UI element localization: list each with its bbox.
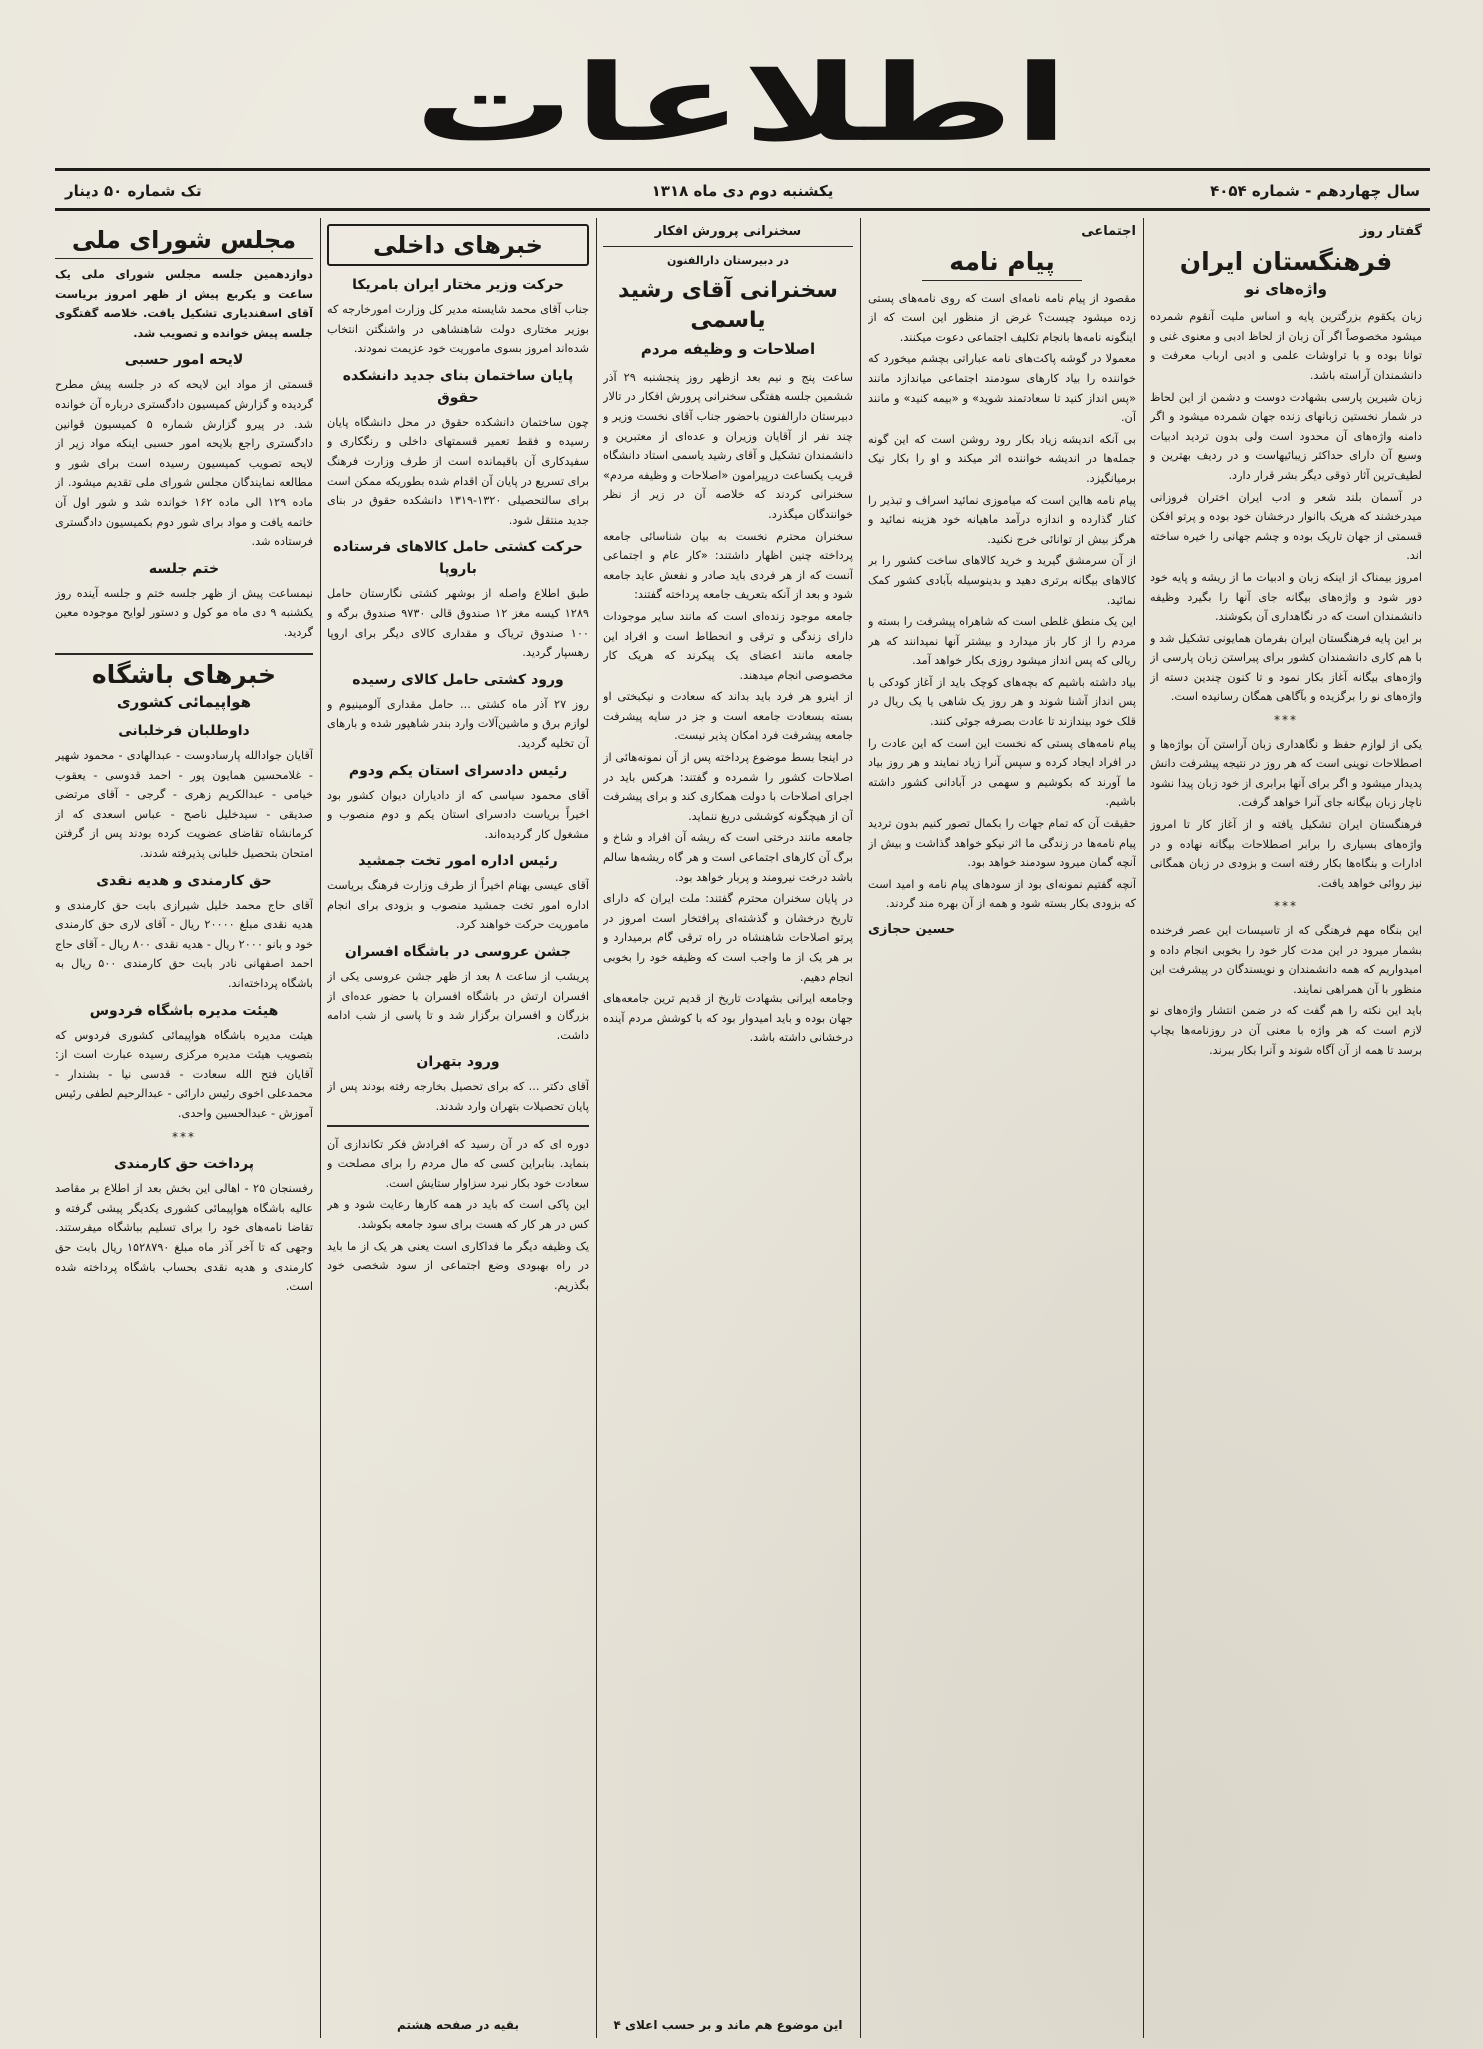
paragraph: در آسمان بلند شعر و ادب ایران اختران فروزانی میدرخشند که هریک باانوار درخشان خود بوده و پرتو افکن قسمتی از جهان تاریک بوده و چشم جهانی را خیره ساخته اند. bbox=[1150, 490, 1422, 563]
continuation-note: بقیه در صفحه هشتم bbox=[397, 2018, 519, 2032]
news-heading: ورود کشتی حامل کالای رسیده bbox=[352, 671, 564, 688]
paragraph: معمولا در گوشه پاکت‌های نامه عباراتی بچشم میخورد که خواننده را بیاد کارهای سودمند اجتماعی میاندازد مانند «پس انداز کنید تا سعادتمند شوید» و «بیمه کنید» و مانند آن. bbox=[868, 352, 1136, 425]
column-editorial bbox=[1150, 220, 1422, 2030]
section-title-box: خبرهای داخلی bbox=[327, 224, 589, 266]
column-divider bbox=[860, 218, 861, 2038]
headline-underline bbox=[922, 280, 1083, 281]
paragraph: حقیقت آن که تمام جهات را بکمال تصور کنیم بدون تردید پیام نامه‌ها در زندگی ما اثر نیکو خواهد گذاشت و بیش از آنچه گمان میرود سودمند خواهد بود. bbox=[868, 817, 1136, 870]
club-heading: پرداخت حق کارمندی bbox=[113, 1156, 255, 1173]
paragraph: در پایان سخنران محترم گفتند: ملت ایران که دارای تاریخ درخشان و گذشته‌ای پرافتخار است امروز در پرتو اصلاحات شاهنشاه در راه ترقی گام برمیدارد و بر هر یک از ما واجب است که وظیفه خود را بخوبی انجام دهیم. bbox=[603, 892, 853, 984]
paragraph: آنچه گفتیم نمونه‌ای بود از سودهای پیام نامه و امید است که بزودی بکار بسته شود و همه از آن بهره مند گردند. bbox=[868, 877, 1136, 911]
headline: پیام نامه bbox=[949, 246, 1055, 276]
paragraph: امروز بیمناک از اینکه زبان و ادبیات ما از ریشه و پایه خود دور شود و واژه‌های بیگانه جای آنها را بگیرد وظیفه دانشمندان است که در نگاهداری آن بکوشند. bbox=[1150, 570, 1422, 624]
issue-date: یکشنبه دوم دی ماه ۱۳۱۸ bbox=[651, 182, 834, 200]
separator: *** bbox=[1274, 899, 1298, 914]
news-heading: رئیس دادسرای استان یکم ودوم bbox=[348, 762, 568, 779]
news-heading: حرکت کشتی حامل کالاهای فرستاده باروپا bbox=[333, 539, 583, 578]
news-text: آقای محمود سیاسی که از دادیاران دیوان کشور بود اخیراً بریاست دادسرای استان یکم و دوم منصوب و مشغول کار گردیده‌اند. bbox=[327, 788, 589, 841]
paragraph: این بنگاه مهم فرهنگی که از تاسیسات این عصر فرخنده بشمار میرود در این مدت کار خود را بخوبی انجام داده و امیدواریم که همه دانشمندان و نویسندگان در پیشرفت این منظور با آن همراهی نمایند. bbox=[1150, 924, 1422, 996]
headline: مجلس شورای ملی bbox=[71, 226, 297, 254]
paragraph: فرهنگستان ایران تشکیل یافته و از آغاز کار تا امروز واژه‌های بسیاری را برابر اصطلاحات بیگانه نهاده و در ادارات و بنگاه‌ها بکار رفته است و بزودی در زبان همگانی نیز روائی خواهد یافت. bbox=[1150, 818, 1422, 890]
club-heading: داوطلبان فرخلبانی bbox=[118, 723, 250, 740]
masthead bbox=[0, 38, 1483, 168]
dateline bbox=[55, 176, 1430, 206]
issue-number: سال چهاردهم - شماره ۴۰۵۴ bbox=[1210, 182, 1420, 200]
section-text: نیمساعت پیش از ظهر جلسه ختم و جلسه آینده روز یکشنبه ۹ دی ماه مو کول و دستور لوایح موجوده معین گردید. bbox=[55, 586, 313, 639]
column-domestic-news bbox=[327, 220, 589, 2030]
kicker: گفتار روز bbox=[1359, 224, 1422, 239]
paragraph: این پاکی است که باید در همه کارها رعایت شود و هر کس در هر کار که هست برای سود جامعه بکوشد. bbox=[327, 1198, 589, 1231]
section-heading: لایحه امور حسبی bbox=[124, 352, 244, 369]
news-text: آقای دکتر ... که برای تحصیل بخارجه رفته بودند پس از پایان تحصیلات بتهران وارد شدند. bbox=[327, 1080, 589, 1114]
news-heading: ورود بتهران bbox=[416, 1054, 500, 1071]
paragraph: دوازدهمین جلسه مجلس شورای ملی یک ساعت و یکربع پیش از ظهر امروز بریاست آقای اسفندیاری تشکیل یافت. خلاصه گفتگوی جلسه پیش خوانده و تصویب شد. bbox=[55, 268, 313, 340]
club-text: رفسنجان ۲۵ - اهالی این بخش بعد از اطلاع بر مقاصد عالیه باشگاه هواپیمائی کشوری یکدیگر پیشی گرفته و تقاضا نامه‌های خود را برای تسلیم بباشگاه میفرستند. وجهی که تا آخر آذر ماه مبلغ ۱۵۲۸۷۹۰ ریال بابت حق کارمندی و هدیه نقدی بحساب باشگاه پرداخته شده است. bbox=[55, 1182, 313, 1294]
news-text: چون ساختمان دانشکده حقوق در محل دانشگاه پایان رسیده و فقط تعمیر قسمتهای داخلی و رنگکاری و سفیدکاری آن باقیمانده است از طرف وزارت فرهنگ برای تسریع در پایان آن اقدام شده بطوریکه ممکن است برای سالتحصیلی ۱۳۲۰-۱۳۱۹ دانشکده حقوق در بنای جدید منتقل شود. bbox=[327, 415, 589, 527]
masthead-rule-bottom bbox=[55, 208, 1430, 211]
subheadline: واژه‌های نو bbox=[1245, 279, 1327, 298]
column-divider bbox=[320, 218, 321, 2038]
separator: *** bbox=[1274, 713, 1298, 728]
column-parliament bbox=[55, 220, 313, 2030]
continuation-note: این موضوع هم ماند و بر حسب اعلای ۴ bbox=[613, 2018, 843, 2032]
paragraph: بر این پایه فرهنگستان ایران بفرمان همایونی تشکیل شد و با هم کاری دانشمندان کشور برای پیراستن زبان پارسی از واژه‌های بیگانه آغاز بکار نمود و تا کنون چندین دسته از واژه‌های نو را برگزیده و بآگاهی همگان رسانیده است. bbox=[1150, 631, 1422, 704]
news-heading: پایان ساختمان بنای جدید دانشکده حقوق bbox=[342, 367, 574, 406]
paragraph: پیام نامه‌های پستی که نخست این است که این عادت را در افراد ایجاد کرده و سپس آنرا زیاد نمایند و هر روز بیاد ما آورند که بکوشیم و سهمی در آبادانی کشور داشته باشیم. bbox=[868, 736, 1136, 809]
paragraph: این یک منطق غلطی است که شاهراه پیشرفت را بسته و مردم را از کار باز میدارد و بیشتر آنها نمیدانند که هر ریالی که پس انداز میشود روزی بکار خواهد آمد. bbox=[868, 615, 1136, 668]
section-heading: ختم جلسه bbox=[148, 560, 220, 577]
club-text: هیئت مدیره باشگاه هواپیمائی کشوری فردوس که بتصویب هیئت مدیره مرکزی رسیده عبارت است از: آقایان فتح الله سعادت - قدسی نیا - بشندار - محمدعلی اخوی رئیس دارائی - عبدالرحیم لطفی رئیس آموزش - عبدالحسین واحدی. bbox=[55, 1028, 313, 1120]
kicker-rule bbox=[603, 246, 853, 247]
headline-rule bbox=[55, 258, 313, 259]
club-text: آقایان جوادالله پارسادوست - عبدالهادی - محمود شهیر - غلامحسین همایون پور - احمد قدوسی - یعقوب خیامی - عبدالکریم زهری - گرجی - آقای مرتضی صدیقی - سیدخلیل ناصح - عباس اسعدی که از کرمانشاه تقاضای عضویت کرده بودند پس از گرفتن امتحان بتحصیل خلبانی پذیرفته شدند. bbox=[55, 749, 313, 861]
news-heading: حرکت وزیر مختار ایران بامریکا bbox=[352, 277, 564, 293]
news-heading: جشن عروسی در باشگاه افسران bbox=[344, 944, 572, 961]
paragraph: زبان شیرین پارسی بشهادت دوست و دشمن از این لحاظ در شمار نخستین زبانهای زنده جهان شمرده میشود و اگر دامنه واژه‌های آن محدود است ولی بدون تردید ادبیات وسیع آن دارای حداکثر زیبائیهاست و در ردیف بهترین و لطیف‌ترین آثار ذوقی دیگر بشر قرار دارد. bbox=[1150, 390, 1422, 482]
kicker-venue: در دبیرستان دارالفنون bbox=[667, 253, 789, 267]
paragraph: مقصود از پیام نامه نامه‌ای است که روی نامه‌های پستی زده میشود چیست؟ غرض از منظور این است که از اینگونه نامه‌ها بانجام تکلیف اجتماعی دعوت میکنند. bbox=[868, 291, 1136, 344]
paragraph: زبان یکقوم بزرگترین پایه و اساس ملیت آنقوم شمرده میشود مخصوصاً اگر آن زبان از لحاظ ادبی و معنوی غنی و توانا بوده و با تراوشات علمی و ادبی ارباب معرفت و دانشمندان آراسته باشد. bbox=[1150, 310, 1422, 382]
club-heading: هیئت مدیره باشگاه فردوس bbox=[89, 1002, 279, 1019]
paragraph: یک وظیفه دیگر ما فداکاری است یعنی هر یک از ما باید در راه بهبودی وضع اجتماعی از سود شخصی خود بگذریم. bbox=[327, 1239, 589, 1292]
news-heading: رئیس اداره امور تخت جمشید bbox=[358, 853, 558, 870]
section-text: قسمتی از مواد این لایحه که در جلسه پیش مطرح گردیده و گزارش کمیسیون دادگستری درباره آن خوانده شد. در پیرو گزارش شماره ۵ کمیسیون قوانین دادگستری راجع بلایحه امور حسبی اینکه مواد زیر از لایحه تصویب کمیسیون رسیده است برای شور و مطالعه نمایندگان مجلس شورای ملی تقدیم میشود. از ماده ۱۲۹ الی ماده ۱۶۲ خوانده شد و شور اول آن خاتمه یافت و مواد برای شور دوم بکمیسیون دادگستری فرستاده شد. bbox=[55, 378, 313, 549]
paragraph: بی آنکه اندیشه زیاد بکار رود روشن است که این گونه جمله‌ها در اندیشه خواننده اثر میکند و او را بکار نیک برمیانگیزد. bbox=[868, 432, 1136, 485]
paragraph: ساعت پنج و نیم بعد ازظهر روز پنجشنبه ۲۹ آذر ششمین جلسه هفتگی سخنرانی پرورش افکار در تالار دبیرستان دارالفنون باحضور جناب آقای نخست وزیر و چند نفر از آقایان وزیران و عده‌ای از معتبرین و دانشمندان تشکیل و آقای رشید یاسمی استاد دانشگاه قریب یکساعت درپیرامون «اصلاحات و وظیفه مردم» سخنرانی کردند که خلاصه آن در زیر از نظر خوانندگان میگذرد. bbox=[603, 370, 853, 521]
paragraph: یکی از لوازم حفظ و نگاهداری زبان آراستن آن بواژه‌ها و اصطلاحات نوینی است که هر روز در نتیجه پیشرفت دانش پدیدار میشود و اگر برای آنها برابری از خود زبان پیدا نشود ناچار زبان بیگانه جای آنرا خواهد گرفت. bbox=[1150, 737, 1422, 810]
news-text: طبق اطلاع واصله از بوشهر کشتی نگارستان حامل ۱۲۸۹ کیسه مغز ۱۲ صندوق قالی ۹۷۳۰ صندوق برگه و ۱۰۰ صندوق تریاک و مقداری کالای دیگر برای اروپا رهسپار گردید. bbox=[327, 587, 589, 660]
headline: سخنرانی آقای رشید یاسمی bbox=[618, 278, 838, 334]
news-text: روز ۲۷ آذر ماه کشتی ... حامل مقداری آلومینیوم و لوازم برق و ماشین‌آلات وارد بندر شاهپور شده و بارهای آن تخلیه گردید. bbox=[327, 697, 589, 750]
column-social bbox=[868, 220, 1136, 2030]
column-divider bbox=[1143, 218, 1144, 2038]
paragraph: در اینجا بسط موضوع پرداخته پس از آن نمونه‌هائی از اصلاحات کشور را شمرده و گفتند: هرکس باید در اجرای اصلاحات با دولت همکاری کند و برای پیشرفت آن از هیچگونه کوششی دریغ ننماید. bbox=[603, 751, 853, 823]
headline: فرهنگستان ایران bbox=[1179, 246, 1393, 276]
news-text: پریشب از ساعت ۸ بعد از ظهر جشن عروسی یکی از افسران ارتش در باشگاه افسران با حضور عده‌ای از بزرگان و افسران برگزار شد و تا پاسی از شب ادامه داشت. bbox=[327, 970, 589, 1042]
paragraph: جامعه مانند درختی است که ریشه آن افراد و شاخ و برگ آن کارهای اجتماعی است و هر گاه ریشه‌ها سالم باشد درخت نیرومند و پربار خواهد بود. bbox=[603, 831, 853, 884]
club-headline: خبرهای باشگاه bbox=[91, 659, 277, 689]
paragraph: جامعه موجود زنده‌ای است که مانند سایر موجودات دارای زندگی و ترقی و انحطاط است و افراد این جامعه مانند اعضای یک پیکرند که هریک کار مخصوصی انجام میدهند. bbox=[603, 609, 853, 682]
paragraph: دوره ای که در آن رسید که افرادش فکر تکاندازی آن بنماید. بنابراین کسی که مال مردم را برای مصلحت و سعادت خود بکار نبرد سزاوار ستایش است. bbox=[327, 1137, 589, 1190]
club-subheadline: هواپیمائی کشوری bbox=[116, 692, 252, 711]
masthead-rule-top bbox=[55, 168, 1430, 171]
paragraph: بیاد داشته باشیم که بچه‌های کوچک باید از آغاز کودکی با پس انداز آشنا شوند و هر روز یک شاهی یا یک ریال در قلک خود بیندازند تا عادت بصرفه جوئی کنند. bbox=[868, 675, 1136, 729]
masthead-title: اطلاعات bbox=[414, 40, 1069, 166]
issue-price: تک شماره ۵۰ دینار bbox=[65, 182, 202, 200]
paragraph: از اینرو هر فرد باید بداند که سعادت و نیکبختی او بسته بسعادت جامعه است و جز در سایه پیشرفت جامعه پیشرفت فرد امکان پذیر نیست. bbox=[603, 690, 853, 743]
paragraph: سخنران محترم نخست به بیان شناسائی جامعه پرداخته چنین اظهار داشتند: «کار عام و اجتماعی آنست که از هر فردی باید صادر و نفعش عاید جامعه شود و بعد از آنکه بتعریف جامعه پرداخته گفتند: bbox=[603, 529, 853, 602]
column-divider bbox=[596, 218, 597, 2038]
paragraph: وجامعه ایرانی بشهادت تاریخ از قدیم ترین جامعه‌های جهان بوده و باید امیدوار بود که با کوشش مردم آینده درخشانی داشته باشد. bbox=[603, 992, 853, 1045]
paragraph: باید این نکته را هم گفت که در ضمن انتشار واژه‌های نو لازم است که هر واژه با معنی آن در روزنامه‌ها بچاپ برسد تا همه از آن آگاه شوند و آنرا بکار ببرند. bbox=[1150, 1004, 1422, 1057]
paragraph: پیام نامه هااین است که میاموزی نمائید اسراف و تبذیر را کنار گذارده و اندازه درآمد ماهیانه خود هزینه نمائید و هرگز بیش از توانائی خرج نکنید. bbox=[868, 493, 1136, 546]
subheadline: اصلاحات و وظیفه مردم bbox=[640, 340, 816, 359]
section-rule bbox=[55, 653, 313, 655]
kicker: اجتماعی bbox=[1081, 224, 1136, 239]
news-text: جناب آقای محمد شایسته مدیر کل وزارت امورخارجه که بوزیر مختاری دولت شاهنشاهی در واشنگتن انتخاب شده‌اند امروز بسوی ماموریت خود عزیمت نمودند. bbox=[327, 303, 589, 356]
byline: حسین حجازی bbox=[868, 922, 956, 937]
news-text: آقای عیسی بهنام اخیراً از طرف وزارت فرهنگ بریاست اداره امور تخت جمشید منصوب و بزودی برای انجام ماموریت حرکت خواهند کرد. bbox=[327, 879, 589, 932]
paragraph: از آن سرمشق گیرید و خرید کالاهای ساخت کشور را بر کالاهای بیگانه برتری دهید و بدینوسیله بآبادی کشور کمک نمائید. bbox=[868, 554, 1136, 607]
kicker: سخنرانی پرورش افکار bbox=[654, 224, 802, 239]
club-text: آقای حاج محمد خلیل شیرازی بابت حق کارمندی و هدیه نقدی مبلغ ۲۰۰۰۰ ریال - آقای لاری حق کارمندی خود و بانو ۲۰۰۰ ریال - هدیه نقدی ۸۰۰ ریال - آقای حاج احمد اصفهانی نادر بابت حق کارمندی ۵۰۰ ریال به باشگاه پرداخته‌اند. bbox=[55, 898, 313, 991]
section-rule bbox=[327, 1125, 589, 1127]
column-lecture bbox=[603, 220, 853, 2030]
separator: *** bbox=[172, 1129, 196, 1144]
club-heading: حق کارمندی و هدیه نقدی bbox=[96, 872, 272, 889]
